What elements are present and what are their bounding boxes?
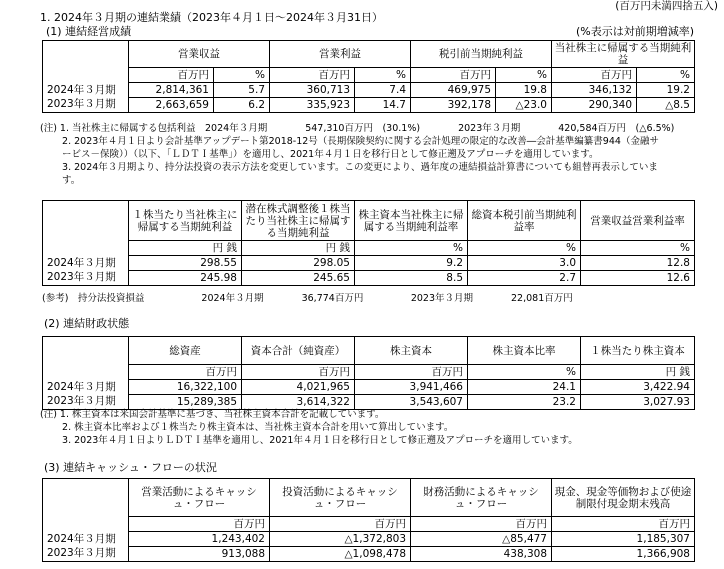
unit: % xyxy=(355,68,411,83)
unit: 百万円 xyxy=(411,68,496,83)
cell: 290,340 xyxy=(552,98,637,113)
cell: 298.55 xyxy=(129,256,242,271)
header-net-income-attrib: 当社株主に帰属する当期純利益 xyxy=(552,41,695,68)
header-operating-cf: 営業活動によるキャッシュ・フロー xyxy=(129,479,270,517)
row-label: 2024年３月期 xyxy=(43,83,129,98)
cell: △85,477 xyxy=(411,532,552,547)
unit: % xyxy=(637,68,695,83)
table-row xyxy=(43,83,695,98)
cell: 2,663,659 xyxy=(129,98,214,113)
cell: 19.8 xyxy=(496,83,552,98)
header-revenue: 営業収益 xyxy=(129,41,270,68)
row-label: 2024年３月期 xyxy=(43,256,129,271)
cell: 8.5 xyxy=(355,271,468,286)
header-financing-cf: 財務活動によるキャッシュ・フロー xyxy=(411,479,552,517)
cell: △1,098,478 xyxy=(270,547,411,562)
s2-subtitle: (2) 連結財政状態 xyxy=(44,317,130,330)
s3-subtitle: (3) 連結キャッシュ・フローの状況 xyxy=(44,461,217,474)
row-label: 2023年３月期 xyxy=(43,98,129,113)
note-line: (注) 1. 当社株主に帰属する包括利益 2024年３月期 547,310百万円 (30.1%) 2023年３月期 420,584百万円 (△6.5%) xyxy=(40,123,675,134)
cell: 3,027.93 xyxy=(581,395,695,410)
header-total-assets: 総資産 xyxy=(129,337,242,365)
unit: % xyxy=(214,68,270,83)
table-row xyxy=(43,271,695,286)
cell: 392,178 xyxy=(411,98,496,113)
section1-title: 1. 2024年３月期の連結業績（2023年４月１日～2024年３月31日） xyxy=(40,11,383,24)
cell: 2.7 xyxy=(468,271,581,286)
header-cash-end-balance: 現金、現金等価物および使途制限付現金期末残高 xyxy=(552,479,695,517)
cell: 15,289,385 xyxy=(129,395,242,410)
unit: 百万円 xyxy=(411,517,552,532)
note-line: す。 xyxy=(40,175,81,186)
unit: 百万円 xyxy=(242,365,355,380)
table-row xyxy=(43,256,695,271)
cell: 3,614,322 xyxy=(242,395,355,410)
unit: 百万円 xyxy=(270,517,411,532)
cell: 335,923 xyxy=(270,98,355,113)
per-share-ratios-table xyxy=(42,200,695,286)
header-roe: 株主資本当社株主に帰属する当期純利益率 xyxy=(355,201,468,241)
corner-cell xyxy=(43,41,129,68)
reference-note: (参考) 持分法投資損益 2024年３月期 36,774百万円 2023年３月期 22,081百万円 xyxy=(42,293,573,304)
cell: 5.7 xyxy=(214,83,270,98)
unit: % xyxy=(581,241,695,256)
financial-position-table xyxy=(42,336,695,410)
cell: △1,372,803 xyxy=(270,532,411,547)
row-label: 2023年３月期 xyxy=(43,271,129,286)
unit: 百万円 xyxy=(129,517,270,532)
header-bps: １株当たり株主資本 xyxy=(581,337,695,365)
cell: 245.65 xyxy=(242,271,355,286)
cell: 3.0 xyxy=(468,256,581,271)
header-total-equity: 資本合計（純資産） xyxy=(242,337,355,365)
note-line: 2. 株主資本比率および１株当たり株主資本は、当社株主資本合計を用いて算出しています。 xyxy=(40,422,454,433)
cell: 4,021,965 xyxy=(242,380,355,395)
unit: % xyxy=(468,241,581,256)
unit: 円 銭 xyxy=(581,365,695,380)
header-operating-income: 営業利益 xyxy=(270,41,411,68)
table-row xyxy=(43,380,695,395)
unit: 百万円 xyxy=(129,365,242,380)
row-label: 2024年３月期 xyxy=(43,380,129,395)
cell: 6.2 xyxy=(214,98,270,113)
cell: 3,941,466 xyxy=(355,380,468,395)
header-pretax-roa: 総資本税引前当期純利益率 xyxy=(468,201,581,241)
cell: 1,185,307 xyxy=(552,532,695,547)
cell: △23.0 xyxy=(496,98,552,113)
note-line: ービス－保険））（以下、「ＬＤＴＩ基準」）を適用し、2021年４月１日を移行日として修正遡及アプローチを適用しています。 xyxy=(40,149,599,160)
unit: 百万円 xyxy=(129,68,214,83)
cell: 1,366,908 xyxy=(552,547,695,562)
cell: 16,322,100 xyxy=(129,380,242,395)
row-label: 2023年３月期 xyxy=(43,547,129,562)
cell: 469,975 xyxy=(411,83,496,98)
cell: 19.2 xyxy=(637,83,695,98)
cell: 913,088 xyxy=(129,547,270,562)
cell: 2,814,361 xyxy=(129,83,214,98)
unit: 円 銭 xyxy=(129,241,242,256)
unit: 百万円 xyxy=(552,68,637,83)
header-equity-ratio: 株主資本比率 xyxy=(468,337,581,365)
cell: 24.1 xyxy=(468,380,581,395)
cell: 3,422.94 xyxy=(581,380,695,395)
cell: 14.7 xyxy=(355,98,411,113)
unit: 百万円 xyxy=(552,517,695,532)
unit: % xyxy=(496,68,552,83)
header-investing-cf: 投資活動によるキャッシュ・フロー xyxy=(270,479,411,517)
cell: 12.8 xyxy=(581,256,695,271)
cash-flow-table xyxy=(42,478,695,562)
unit: % xyxy=(355,241,468,256)
cell: 7.4 xyxy=(355,83,411,98)
cell: 3,543,607 xyxy=(355,395,468,410)
row-label: 2023年３月期 xyxy=(43,395,129,410)
row-label: 2024年３月期 xyxy=(43,532,129,547)
pct-note: (%表示は対前期増減率) xyxy=(575,25,694,38)
note-line: 3. 2023年４月１日よりＬＤＴＩ基準を適用し、2021年４月１日を移行日として修正遡及アプローチを適用しています。 xyxy=(40,435,578,446)
cell: 1,243,402 xyxy=(129,532,270,547)
cell: 12.6 xyxy=(581,271,695,286)
cell: 9.2 xyxy=(355,256,468,271)
cell: 346,132 xyxy=(552,83,637,98)
note-line: 2. 2023年４月１日より会計基準アップデート第2018-12号（長期保険契約に関する会計処理の限定的な改善―会計基準編纂書944（金融サ xyxy=(40,136,659,147)
header-operating-margin: 営業収益営業利益率 xyxy=(581,201,695,241)
cell: 23.2 xyxy=(468,395,581,410)
cell: 438,308 xyxy=(411,547,552,562)
header-diluted-eps: 潜在株式調整後１株当たり当社株主に帰属する当期純利益 xyxy=(242,201,355,241)
cell: 245.98 xyxy=(129,271,242,286)
unit: 百万円 xyxy=(270,68,355,83)
table-row xyxy=(43,98,695,113)
table-row xyxy=(43,532,695,547)
header-pretax-income: 税引前当期純利益 xyxy=(411,41,552,68)
note-line: 3. 2024年３月期より、持分法投資の表示方法を変更しています。この変更により、過年度の連結損益計算書についても組替再表示していま xyxy=(40,162,658,173)
table-row xyxy=(43,547,695,562)
unit: 百万円 xyxy=(355,365,468,380)
cell: 298.05 xyxy=(242,256,355,271)
s1-subtitle: (1) 連結経営成績 xyxy=(46,25,132,38)
unit-note: (百万円未満四捨五入) xyxy=(615,0,718,12)
header-eps: １株当たり当社株主に帰属する当期純利益 xyxy=(129,201,242,241)
operating-results-table xyxy=(42,40,695,113)
header-shareholders-equity: 株主資本 xyxy=(355,337,468,365)
note-line: (注) 1. 株主資本は米国会計基準に基づき、当社株主資本合計を記載しています。 xyxy=(40,409,385,420)
cell: △8.5 xyxy=(637,98,695,113)
cell: 360,713 xyxy=(270,83,355,98)
unit: % xyxy=(468,365,581,380)
unit: 円 銭 xyxy=(242,241,355,256)
